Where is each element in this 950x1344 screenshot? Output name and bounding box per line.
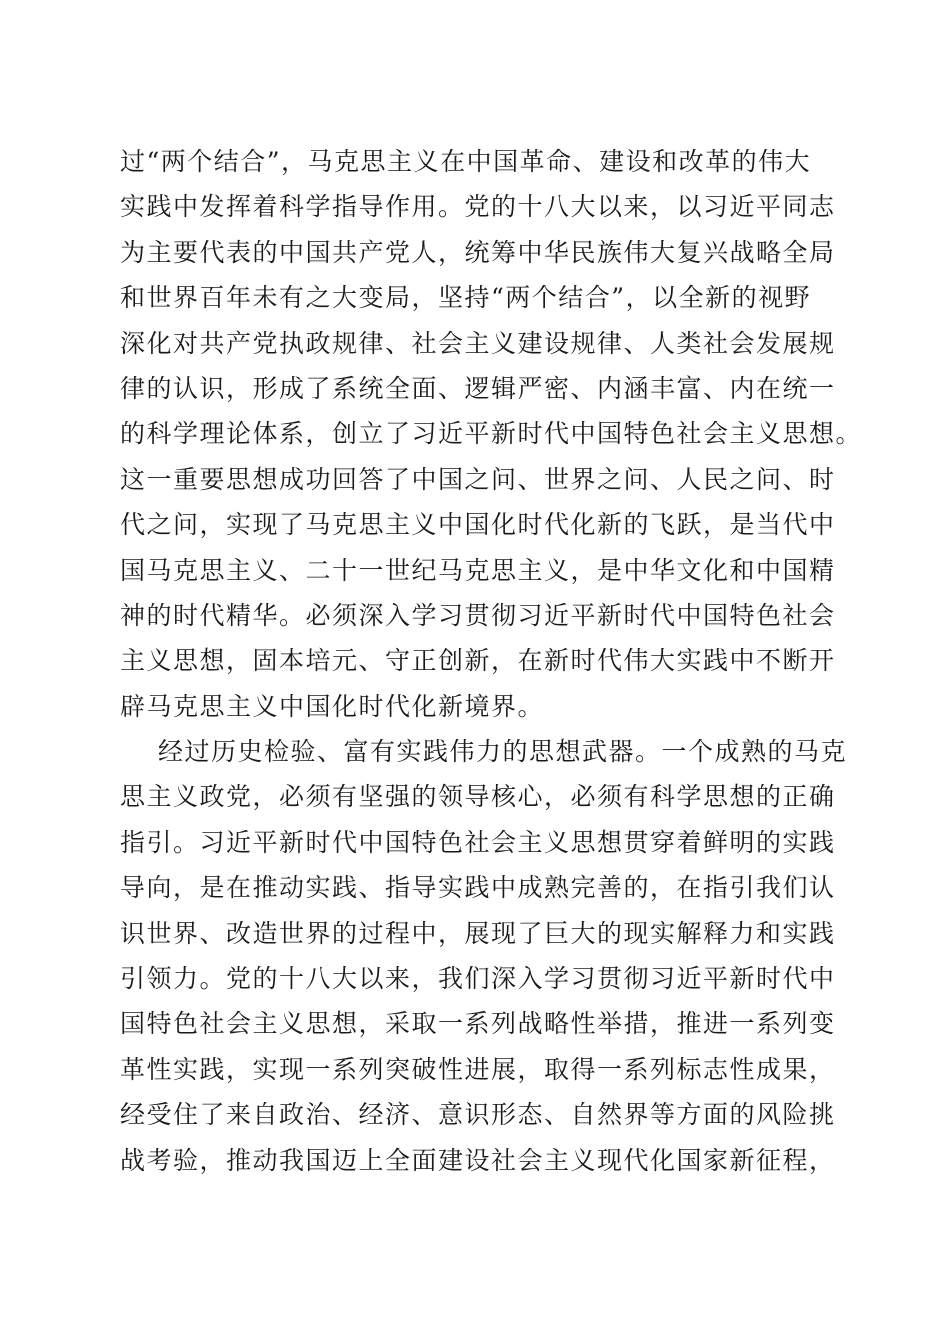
text-line: 战考验，推动我国迈上全面建设社会主义现代化国家新征程，: [120, 1145, 836, 1175]
text-line: 指引。习近平新时代中国特色社会主义思想贯穿着鲜明的实践: [120, 827, 836, 857]
text-line: 主义思想，固本培元、守正创新，在新时代伟大实践中不断开: [120, 646, 836, 676]
text-line: 深化对共产党执政规律、社会主义建设规律、人类社会发展规: [120, 328, 836, 358]
text-line: 经过历史检验、富有实践伟力的思想武器。一个成熟的马克: [158, 737, 848, 767]
text-line: 国马克思主义、二十一世纪马克思主义，是中华文化和中国精: [120, 555, 836, 585]
text-line: 引领力。党的十八大以来，我们深入学习贯彻习近平新时代中: [120, 964, 836, 994]
text-line: 实践中发挥着科学指导作用。党的十八大以来，以习近平同志: [120, 192, 836, 222]
text-line: 革性实践，实现一系列突破性进展，取得一系列标志性成果，: [120, 1054, 836, 1084]
text-line: 神的时代精华。必须深入学习贯彻习近平新时代中国特色社会: [120, 600, 836, 630]
text-line: 代之问，实现了马克思主义中国化时代化新的飞跃，是当代中: [120, 510, 836, 540]
text-line: 过“两个结合”，马克思主义在中国革命、建设和改革的伟大: [120, 147, 812, 176]
text-line: 导向，是在推动实践、指导实践中成熟完善的，在指引我们认: [120, 873, 836, 903]
text-line: 思主义政党，必须有坚强的领导核心，必须有科学思想的正确: [120, 782, 836, 812]
text-line: 国特色社会主义思想，采取一系列战略性举措，推进一系列变: [120, 1009, 836, 1039]
text-line: 的科学理论体系，创立了习近平新时代中国特色社会主义思想。: [120, 419, 863, 449]
paragraph-1: [120, 139, 863, 729]
text-line: 辟马克思主义中国化时代化新境界。: [120, 691, 545, 721]
body-text: [120, 139, 863, 1183]
text-line: 和世界百年未有之大变局，坚持“两个结合”，以全新的视野: [120, 283, 812, 313]
text-line: 识世界、改造世界的过程中，展现了巨大的现实解释力和实践: [120, 918, 836, 948]
text-line: 律的认识，形成了系统全面、逻辑严密、内涵丰富、内在统一: [120, 373, 836, 403]
paragraph-2: [120, 729, 848, 1183]
text-line: 为主要代表的中国共产党人，统筹中华民族伟大复兴战略全局: [120, 237, 836, 267]
text-line: 经受住了来自政治、经济、意识形态、自然界等方面的风险挑: [120, 1100, 836, 1130]
text-line: 这一重要思想成功回答了中国之问、世界之问、人民之问、时: [120, 464, 836, 494]
